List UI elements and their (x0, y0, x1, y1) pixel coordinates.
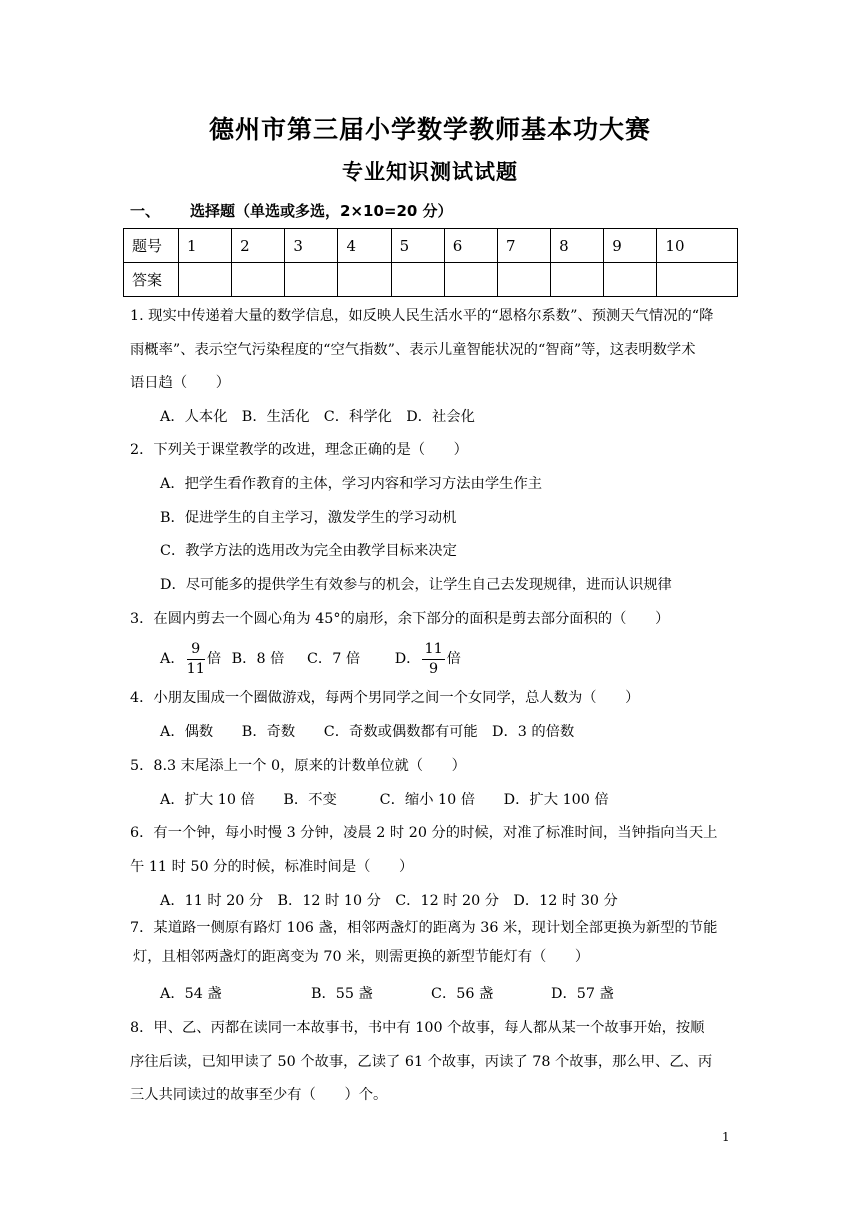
question-6-line-2: 午 11 时 50 分的时候，标准时间是（ ） (130, 859, 414, 875)
fraction-denominator: 9 (429, 660, 439, 677)
fraction-numerator: 11 (422, 640, 444, 660)
question-1-options: A．人本化 B．生活化 C．科学化 D．社会化 (160, 409, 475, 425)
fraction-denominator: 11 (186, 660, 205, 677)
answer-cell (285, 263, 338, 297)
answer-table (123, 228, 738, 297)
table-header-cell: 10 (657, 229, 738, 263)
question-2-stem: 2．下列关于课堂教学的改进，理念正确的是（ ） (130, 442, 468, 458)
answer-cell (604, 263, 657, 297)
section-text: 选择题（单选或多选，2×10=20 分） (190, 202, 453, 220)
table-header-cell: 5 (391, 229, 444, 263)
answer-cell (657, 263, 738, 297)
page-number: 1 (722, 1130, 730, 1144)
question-7-option-b: B．55 盏 (311, 986, 373, 1002)
table-header-cell: 2 (232, 229, 285, 263)
question-8-line-2: 序往后读，已知甲读了 50 个故事，乙读了 61 个故事，丙读了 78 个故事，那么甲、乙、丙 (130, 1054, 713, 1070)
question-1-line-1: 1. 现实中传递着大量的数学信息，如反映人民生活水平的“恩格尔系数”、预测天气情况的“降 (130, 308, 714, 324)
table-header-cell: 4 (338, 229, 391, 263)
question-4-options: A．偶数 B．奇数 C．奇数或偶数都有可能 D．3 的倍数 (160, 724, 575, 740)
table-header-cell: 9 (604, 229, 657, 263)
question-7-line-1: 7．某道路一侧原有路灯 106 盏，相邻两盏灯的距离为 36 米，现计划全部更换为新型的节能 (130, 920, 718, 936)
question-7-option-c: C．56 盏 (431, 986, 494, 1002)
question-7-option-a: A．54 盏 (160, 986, 222, 1002)
question-3-stem: 3．在圆内剪去一个圆心角为 45°的扇形，余下部分的面积是剪去部分面积的（ ） (130, 611, 670, 627)
table-header-cell: 6 (444, 229, 497, 263)
option-c: C．7 倍 (306, 651, 361, 667)
question-2-option-a: A．把学生看作教育的主体，学习内容和学习方法由学生作主 (160, 476, 543, 492)
answer-cell (232, 263, 285, 297)
option-d-label: D． (394, 651, 421, 667)
question-3-options (160, 637, 461, 681)
answer-table-answer-row (124, 263, 738, 297)
answer-cell (338, 263, 391, 297)
question-7-line-2: 灯，且相邻两盏灯的距离变为 70 米，则需更换的新型节能灯有（ ） (133, 949, 590, 965)
fraction-numerator: 9 (187, 640, 205, 660)
question-1-line-3: 语日趋（ ） (130, 375, 231, 391)
section-number: 一、 (130, 202, 161, 220)
question-2-option-d: D．尽可能多的提供学生有效参与的机会，让学生自己去发现规律，进而认识规律 (160, 577, 672, 593)
question-7-option-d: D．57 盏 (551, 986, 614, 1002)
page-subtitle: 专业知识测试试题 (342, 160, 518, 184)
answer-cell (391, 263, 444, 297)
question-6-options: A．11 时 20 分 B．12 时 10 分 C．12 时 20 分 D．12 时 30 分 (160, 893, 618, 909)
table-header-cell: 7 (497, 229, 550, 263)
fraction-nine-elevenths (187, 640, 205, 679)
answer-cell (444, 263, 497, 297)
question-5-stem: 5．8.3 末尾添上一个 0，原来的计数单位就（ ） (130, 758, 466, 774)
question-8-line-3: 三人共同读过的故事至少有（ ）个。 (130, 1087, 388, 1103)
question-6-line-1: 6．有一个钟，每小时慢 3 分钟，凌晨 2 时 20 分的时候，对准了标准时间，当钟指向当天上 (130, 825, 718, 841)
answer-cell (551, 263, 604, 297)
question-8-line-1: 8．甲、乙、丙都在读同一本故事书，书中有 100 个故事，每人都从某一个故事开始，按顺 (130, 1020, 705, 1036)
table-header-cell: 题号 (124, 229, 179, 263)
question-4-stem: 4．小朋友围成一个圈做游戏，每两个男同学之间一个女同学，总人数为（ ） (130, 690, 640, 706)
table-header-cell: 3 (285, 229, 338, 263)
answer-cell (497, 263, 550, 297)
table-header-cell: 8 (551, 229, 604, 263)
fraction-eleven-ninths (422, 640, 444, 679)
option-a-unit: 倍 (206, 651, 222, 667)
answer-cell (179, 263, 232, 297)
option-b: B．8 倍 (231, 651, 285, 667)
question-5-options: A．扩大 10 倍 B．不变 C．缩小 10 倍 D．扩大 100 倍 (160, 792, 609, 808)
answer-table-header-row (124, 229, 738, 263)
question-1-line-2: 雨概率”、表示空气污染程度的“空气指数”、表示儿童智能状况的“智商”等，这表明数学术 (130, 342, 696, 358)
table-header-cell: 1 (179, 229, 232, 263)
option-d-unit: 倍 (446, 651, 461, 667)
answer-label: 答案 (124, 263, 179, 297)
section-heading (130, 200, 453, 221)
option-a-label: A． (160, 651, 185, 667)
question-2-option-b: B．促进学生的自主学习，激发学生的学习动机 (160, 510, 457, 526)
question-2-option-c: C．教学方法的选用改为完全由教学目标来决定 (160, 543, 457, 559)
page-title: 德州市第三届小学数学教师基本功大赛 (208, 115, 651, 144)
